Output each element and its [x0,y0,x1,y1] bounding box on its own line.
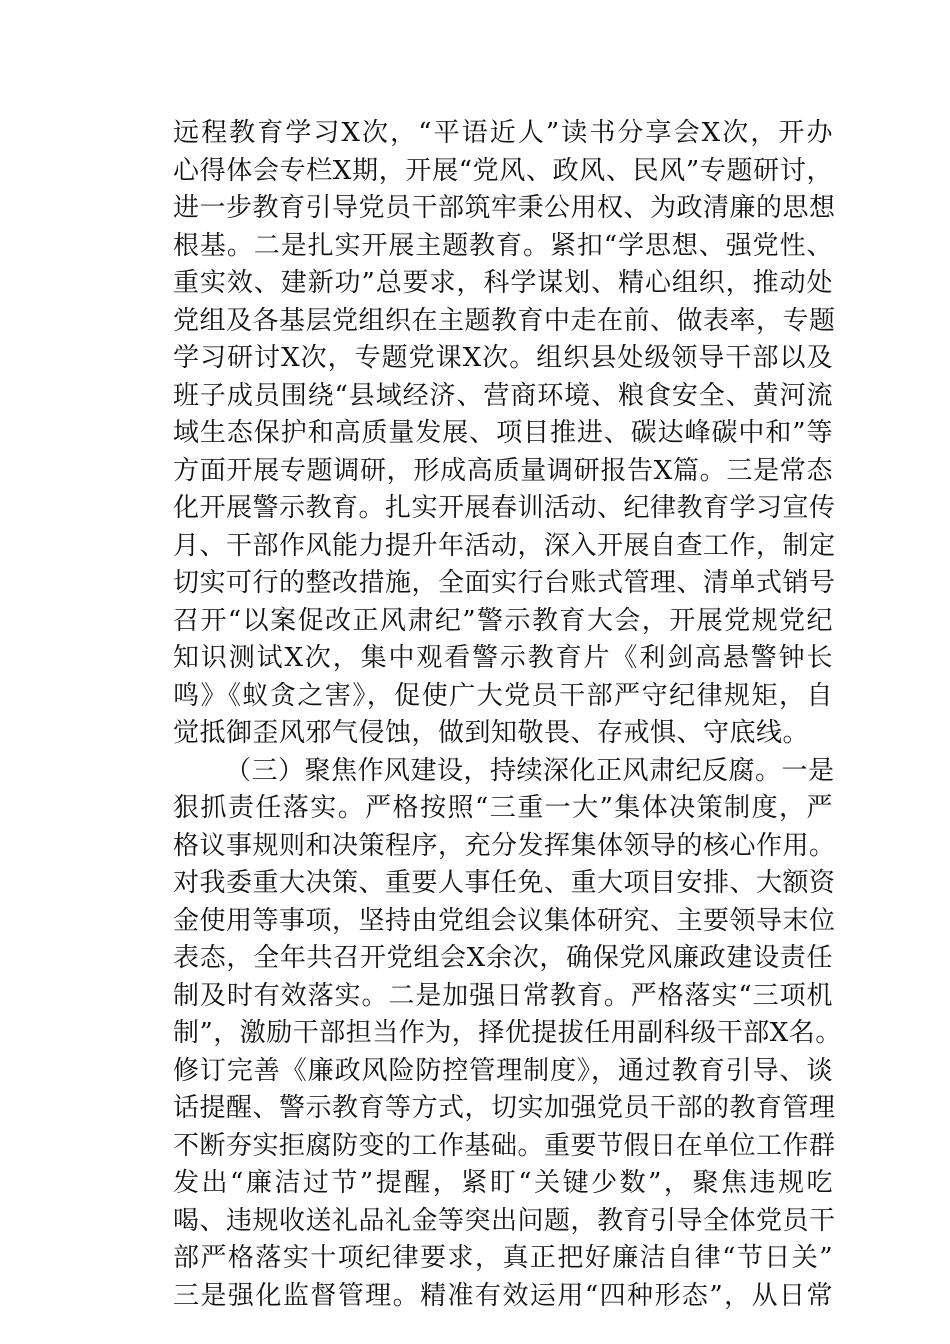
text-line: 金使用等事项，坚持由党组会议集体研究、主要领导末位 [173,905,836,936]
text-line: 域生态保护和高质量发展、项目推进、碳达峰碳中和”等 [173,418,833,448]
text-line: 格议事规则和决策程序，充分发挥集体领导的核心作用。 [173,830,836,861]
text-line: 月、干部作风能力提升年活动，深入开展自查工作，制定 [173,530,836,561]
text-line: 进一步教育引导党员干部筑牢秉公用权、为政清廉的思想 [173,193,836,223]
text-line: 三是强化监督管理。精准有效运用“四种形态”，从日常 [173,1280,833,1311]
text-line: 话提醒、警示教育等方式，切实加强党员干部的教育管理 [173,1093,836,1123]
text-line: 方面开展专题调研，形成高质量调研报告X篇。三是常态 [173,455,833,486]
text-line: 学习研讨X次，专题党课X次。组织县处级领导干部以及 [173,343,833,373]
text-line: 召开“以案促改正风肃纪”警示教育大会，开展党规党纪 [173,605,833,636]
text-line: 重实效、建新功”总要求，科学谋划、精心组织，推动处 [173,268,833,298]
text-line: 根基。二是扎实开展主题教育。紧扣“学思想、强党性、 [173,230,833,261]
text-line: 发出“廉洁过节”提醒，紧盯“关键少数”，聚焦违规吃 [173,1168,833,1198]
text-line: 对我委重大决策、重要人事任免、重大项目安排、大额资 [173,868,836,898]
text-line: 狠抓责任落实。严格按照“三重一大”集体决策制度，严 [173,793,833,823]
paragraph-end-line: 觉抵御歪风邪气侵蚀，做到知敬畏、存戒惧、守底线。 [173,718,810,748]
text-line: 党组及各基层党组织在主题教育中走在前、做表率，专题 [173,305,836,336]
text-line: 制及时有效落实。二是加强日常教育。严格落实“三项机 [173,980,833,1011]
text-line: 喝、违规收送礼品礼金等突出问题，教育引导全体党员干 [173,1205,836,1236]
body-text [173,115,842,1315]
text-line: 不断夯实拒腐防变的工作基础。重要节假日在单位工作群 [173,1130,836,1161]
text-line: 切实可行的整改措施，全面实行台账式管理、清单式销号 [173,568,836,598]
text-line: 制”，激励干部担当作为，择优提拔任用副科级干部X名。 [173,1018,842,1048]
text-line: 化开展警示教育。扎实开展春训活动、纪律教育学习宣传 [173,493,836,523]
text-line: 心得体会专栏X期，开展“党风、政风、民风”专题研讨， [173,155,833,186]
text-line: 修订完善《廉政风险防控管理制度》，通过教育引导、谈 [173,1055,833,1086]
text-line: 鸣》《蚁贪之害》，促使广大党员干部严守纪律规矩，自 [173,680,833,711]
text-line: 班子成员围绕“县域经济、营商环境、粮食安全、黄河流 [173,380,833,411]
text-line: 部严格落实十项纪律要求，真正把好廉洁自律“节日关” [173,1243,833,1273]
section-heading-line: （三）聚焦作风建设，持续深化正风肃纪反腐。一是 [225,755,835,786]
text-line: 表态，全年共召开党组会X余次，确保党风廉政建设责任 [173,943,833,973]
text-line: 远程教育学习X次，“平语近人”读书分享会X次，开办 [173,118,833,148]
text-line: 知识测试X次，集中观看警示教育片《利剑高悬警钟长 [173,643,833,673]
